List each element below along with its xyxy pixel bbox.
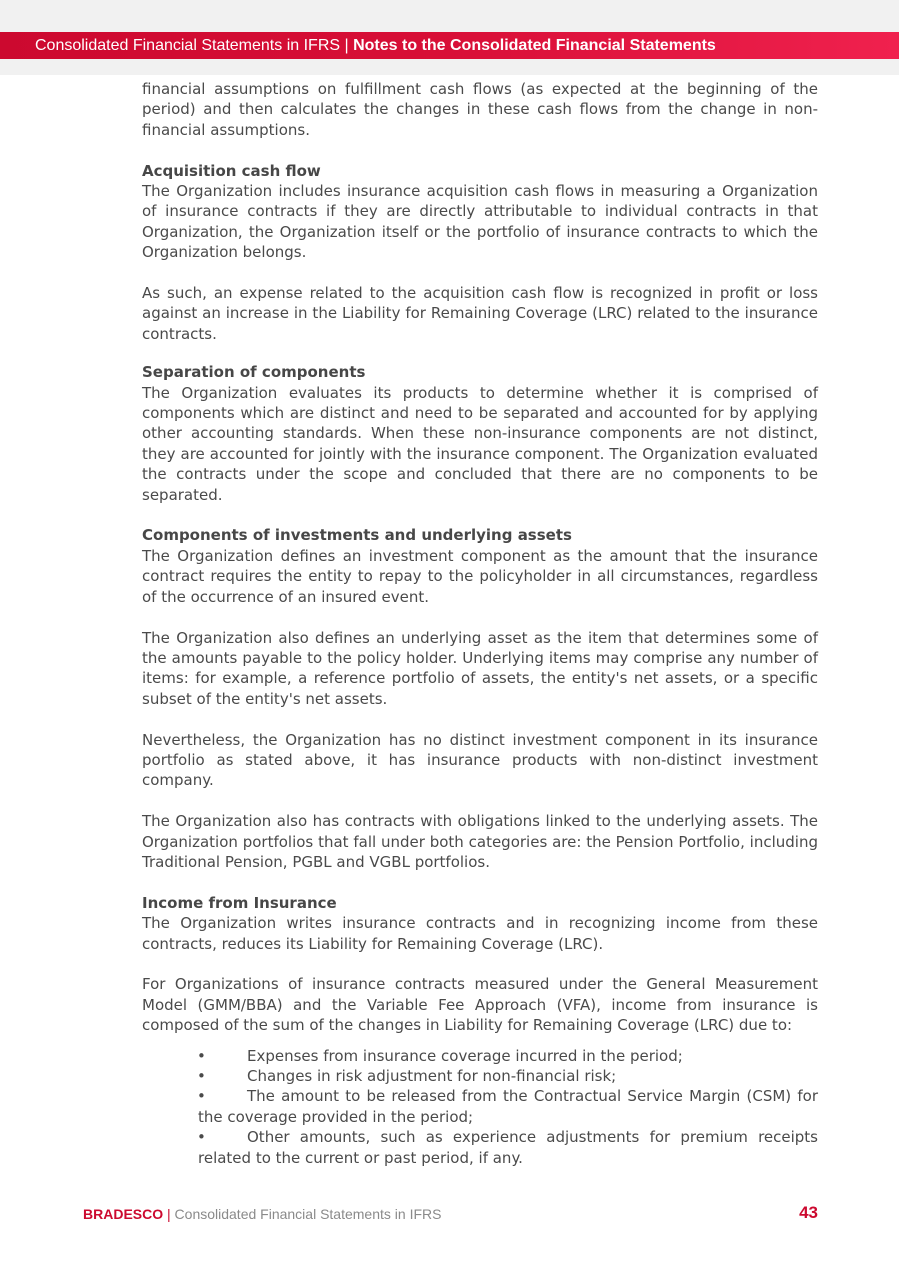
acquisition-paragraph-1: The Organization includes insurance acquisition cash flows in measuring a Organization of insurance contracts if they are directly attributable to individual contracts in that Organization, the Organization itself or the portfolio of insurance contracts to which the Organization belongs. (142, 182, 818, 262)
heading-investments-underlying-assets: Components of investments and underlying assets (142, 526, 572, 545)
footer-separator: | (163, 1206, 175, 1222)
bullet-icon: • (197, 1046, 206, 1065)
investments-paragraph-3: Nevertheless, the Organization has no distinct investment component in its insurance portfolio as stated above, it has insurance products with non-distinct investment company. (142, 730, 818, 790)
list-item-text: Expenses from insurance coverage incurred in the period; (247, 1046, 683, 1065)
list-item (198, 1046, 818, 1066)
intro-paragraph: financial assumptions on fulfillment cash flows (as expected at the beginning of the period) and then calculates the changes in these cash flows from the change in non-financial assumptions. (142, 80, 818, 139)
income-components-list (142, 1046, 818, 1168)
heading-separation-of-components: Separation of components (142, 363, 366, 382)
list-item-text: The amount to be released from the Contractual Service Margin (CSM) for the coverage provided in the period; (198, 1087, 818, 1126)
income-paragraph-2: For Organizations of insurance contracts measured under the General Measurement Model (GMM/BBA) and the Variable Fee Approach (VFA), income from insurance is composed of the sum of the changes in Liability for Remaining Coverage (LRC) due to: (142, 975, 818, 1035)
top-margin-strip (0, 0, 899, 32)
investments-paragraph-2: The Organization also defines an underlying asset as the item that determines some of the amounts payable to the policy holder. Underlying items may comprise any number of items: for example, a reference portfolio of assets, the entity's net assets, or a specific subset of the entity's net assets. (142, 628, 818, 708)
bullet-icon: • (197, 1087, 206, 1106)
list-item (198, 1127, 818, 1168)
investments-paragraph-1: The Organization defines an investment component as the amount that the insurance contract requires the entity to repay to the policyholder in all circumstances, regardless of the occurrence of an insured event. (142, 546, 818, 606)
list-item (198, 1086, 818, 1127)
page-body (142, 79, 818, 1168)
header-under-strip (0, 59, 899, 75)
separation-paragraph-1: The Organization evaluates its products to determine whether it is comprised of components which are distinct and need to be separated and accounted for by applying other accounting standards. When these non-insurance components are not distinct, they are accounted for jointly with the insurance component. The Organization evaluated the contracts under the scope and concluded that there are no components to be separated. (142, 383, 818, 504)
list-item-text: Changes in risk adjustment for non-financial risk; (247, 1066, 617, 1085)
list-item-text: Other amounts, such as experience adjustments for premium receipts related to the current or past period, if any. (198, 1128, 818, 1167)
list-item (198, 1066, 818, 1086)
bullet-icon: • (197, 1066, 206, 1085)
running-header (0, 32, 899, 59)
heading-income-from-insurance: Income from Insurance (142, 893, 337, 912)
footer-brand: BRADESCO (83, 1206, 164, 1222)
heading-acquisition-cash-flow: Acquisition cash flow (142, 161, 321, 180)
bullet-icon: • (197, 1128, 206, 1147)
header-separator: | (340, 37, 354, 54)
income-paragraph-1: The Organization writes insurance contracts and in recognizing income from these contracts, reduces its Liability for Remaining Coverage (LRC). (142, 914, 818, 953)
footer-doc-title: Consolidated Financial Statements in IFRS (174, 1206, 442, 1222)
investments-paragraph-4: The Organization also has contracts with obligations linked to the underlying assets. The Organization portfolios that fall under both categories are: the Pension Portfolio, including Traditional Pension, PGBL and VGBL portfolios. (142, 812, 818, 871)
page-footer (83, 1203, 818, 1228)
header-doc-title: Consolidated Financial Statements in IFRS (35, 37, 341, 54)
header-section-title: Notes to the Consolidated Financial Statements (353, 37, 716, 54)
page-number: 43 (799, 1203, 818, 1222)
acquisition-paragraph-2: As such, an expense related to the acquisition cash flow is recognized in profit or loss against an increase in the Liability for Remaining Coverage (LRC) related to the insurance contracts. (142, 284, 818, 343)
